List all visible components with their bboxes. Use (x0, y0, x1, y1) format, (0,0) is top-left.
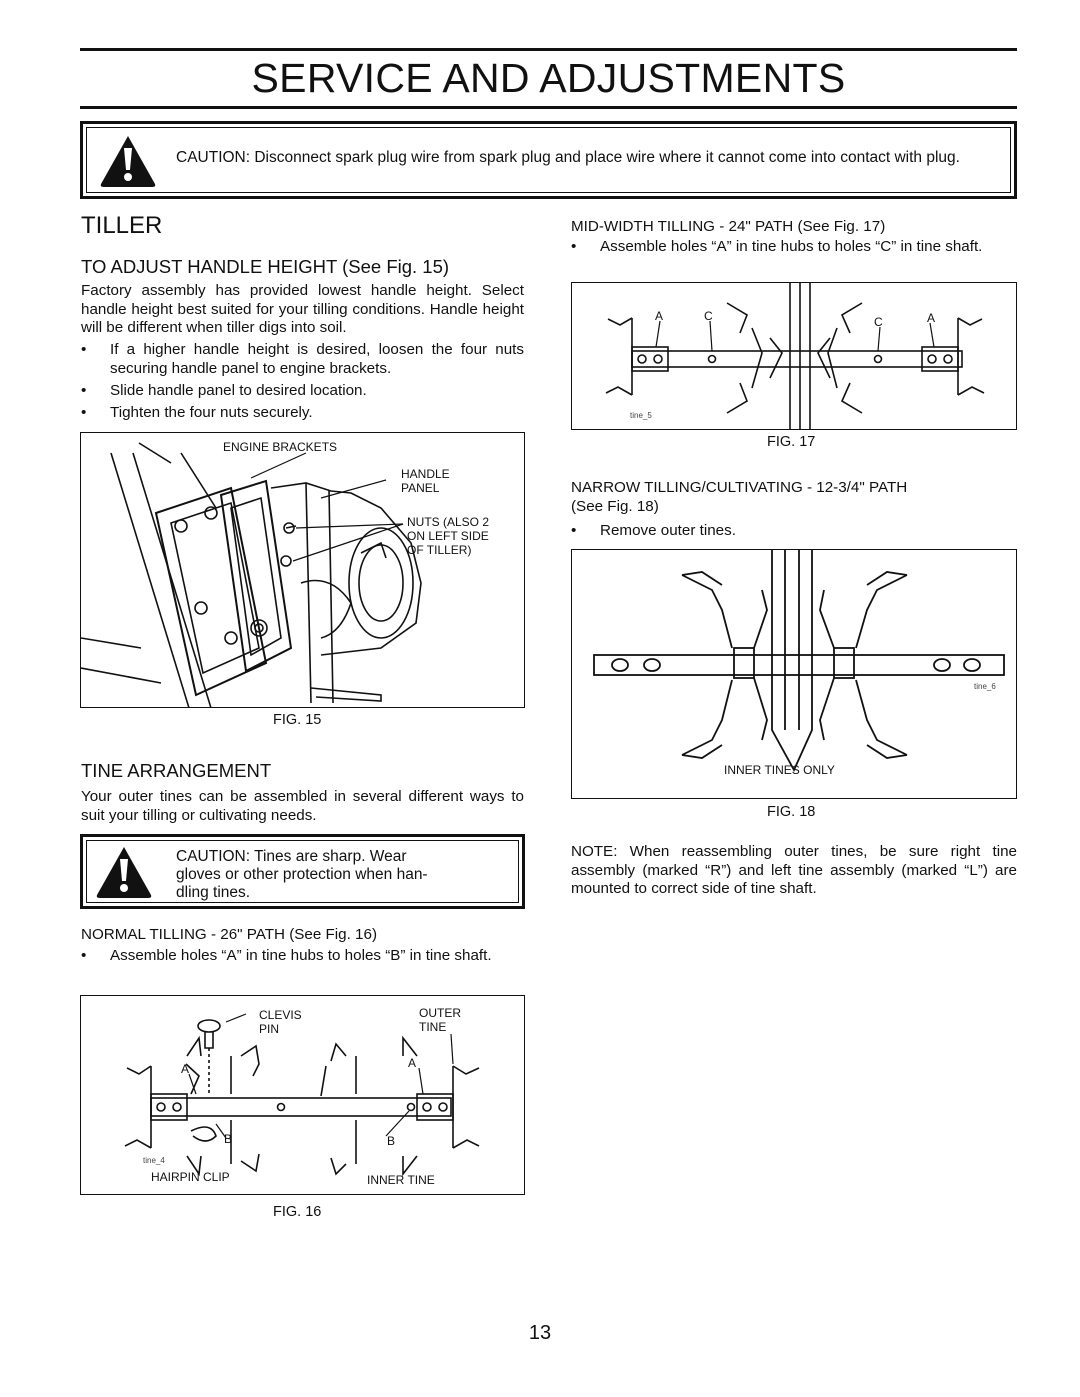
list-item (571, 522, 1017, 542)
heading-adjust-handle-height: TO ADJUST HANDLE HEIGHT (See Fig. 15) (81, 256, 450, 277)
callout-nuts (407, 515, 489, 557)
figure-16-label: FIG. 16 (273, 1204, 322, 1220)
figure-18-label: FIG. 18 (767, 804, 816, 820)
list-item (81, 404, 524, 424)
label-b-right: B (387, 1134, 396, 1148)
bullet-text: Assemble holes “A” in tine hubs to holes “C” in tine shaft. (600, 238, 983, 255)
label-c-left: C (704, 309, 713, 323)
figure-18-caption: INNER TINES ONLY (724, 763, 835, 777)
inner-tines-drawing (572, 550, 1017, 799)
warning-triangle-icon (99, 134, 157, 188)
callout-line: PANEL (401, 481, 440, 495)
handle-assembly-drawing (81, 433, 525, 708)
figure-tag: tine_6 (974, 682, 996, 691)
top-rule (80, 48, 1017, 51)
heading-mid-width-tilling: MID-WIDTH TILLING - 24" PATH (See Fig. 17) (571, 218, 886, 235)
callout-clevis-pin (259, 1008, 302, 1036)
figure-tag: tine_4 (143, 1156, 165, 1165)
callout-handle-panel (401, 467, 450, 495)
callout-line: NUTS (ALSO 2 (407, 515, 490, 529)
label-c-right: C (874, 315, 883, 329)
warning-triangle-icon (95, 845, 153, 899)
heading-line: (See Fig. 18) (571, 497, 659, 515)
page-title: SERVICE AND ADJUSTMENTS (251, 55, 846, 101)
bullet-text: If a higher handle height is desired, loosen the four nuts securing handle panel to engine brackets. (110, 341, 524, 377)
caution-text: CAUTION: Disconnect spark plug wire from spark plug and place wire where it cannot come into contact with plug. (176, 149, 960, 166)
figure-17 (571, 282, 1017, 430)
list-item (81, 382, 524, 402)
callout-line: OF TILLER) (407, 543, 472, 557)
list-item (571, 238, 1017, 276)
bullet-dot: • (571, 238, 577, 255)
bullet-dot: • (81, 404, 87, 421)
label-b-left: B (224, 1132, 233, 1146)
callout-line: PIN (259, 1022, 280, 1036)
label-a-left: A (181, 1062, 190, 1076)
bullet-text: Slide handle panel to desired location. (110, 382, 367, 399)
callout-line: TINE (419, 1020, 447, 1034)
callout-outer-tine (419, 1006, 461, 1034)
callout-inner-tine: INNER TINE (367, 1173, 435, 1187)
figure-tag: tine_5 (630, 411, 652, 420)
figure-15-label: FIG. 15 (273, 712, 322, 728)
caution-text (176, 848, 496, 902)
label-a-left: A (655, 309, 664, 323)
bullet-text: Remove outer tines. (600, 522, 736, 539)
label-a-right: A (927, 311, 936, 325)
figure-18 (571, 549, 1017, 799)
mid-width-tine-drawing (572, 283, 1017, 430)
heading-normal-tilling: NORMAL TILLING - 26" PATH (See Fig. 16) (81, 926, 378, 943)
callout-engine-brackets: ENGINE BRACKETS (223, 440, 338, 454)
bullet-dot: • (571, 522, 577, 539)
handle-paragraph: Factory assembly has provided lowest handle height. Select handle height best suited for your tilling conditions. Handle height will be different when tiller digs into soil. (81, 282, 524, 336)
figure-17-label: FIG. 17 (767, 434, 816, 450)
page-number: 13 (528, 1322, 552, 1344)
caution-box-tines (80, 834, 525, 909)
bullet-text: Tighten the four nuts securely. (110, 404, 313, 421)
tine-paragraph: Your outer tines can be assembled in several different ways to suit your tilling or cultivating needs. (81, 788, 524, 824)
heading-line: NARROW TILLING/CULTIVATING - 12-3/4" PATH (571, 479, 908, 496)
callout-line: HANDLE (401, 467, 450, 481)
note-paragraph: NOTE: When reassembling outer tines, be sure right tine assembly (marked “R”) and left tine assembly (marked “L”) are mounted to correct side of tine shaft. (571, 843, 1017, 897)
caution-line: gloves or other protection when han- (176, 866, 428, 883)
callout-line: OUTER (419, 1006, 461, 1020)
list-item (81, 947, 524, 985)
figure-15 (80, 432, 525, 708)
bullet-dot: • (81, 947, 87, 964)
title-rule (80, 106, 1017, 109)
callout-line: ON LEFT SIDE (407, 529, 489, 543)
figure-16 (80, 995, 525, 1195)
list-item (81, 341, 524, 379)
caution-line: CAUTION: Tines are sharp. Wear (176, 848, 407, 865)
caution-box-spark-plug (80, 121, 1017, 199)
section-title-tiller: TILLER (81, 212, 163, 239)
bullet-dot: • (81, 341, 87, 358)
bullet-text: Assemble holes “A” in tine hubs to holes “B” in tine shaft. (110, 947, 492, 964)
callout-line: CLEVIS (259, 1008, 302, 1022)
heading-tine-arrangement: TINE ARRANGEMENT (81, 760, 272, 781)
label-a-right: A (408, 1056, 417, 1070)
bullet-dot: • (81, 382, 87, 399)
caution-line: dling tines. (176, 884, 251, 901)
heading-narrow-tilling (571, 479, 907, 516)
callout-hairpin-clip: HAIRPIN CLIP (151, 1170, 230, 1184)
